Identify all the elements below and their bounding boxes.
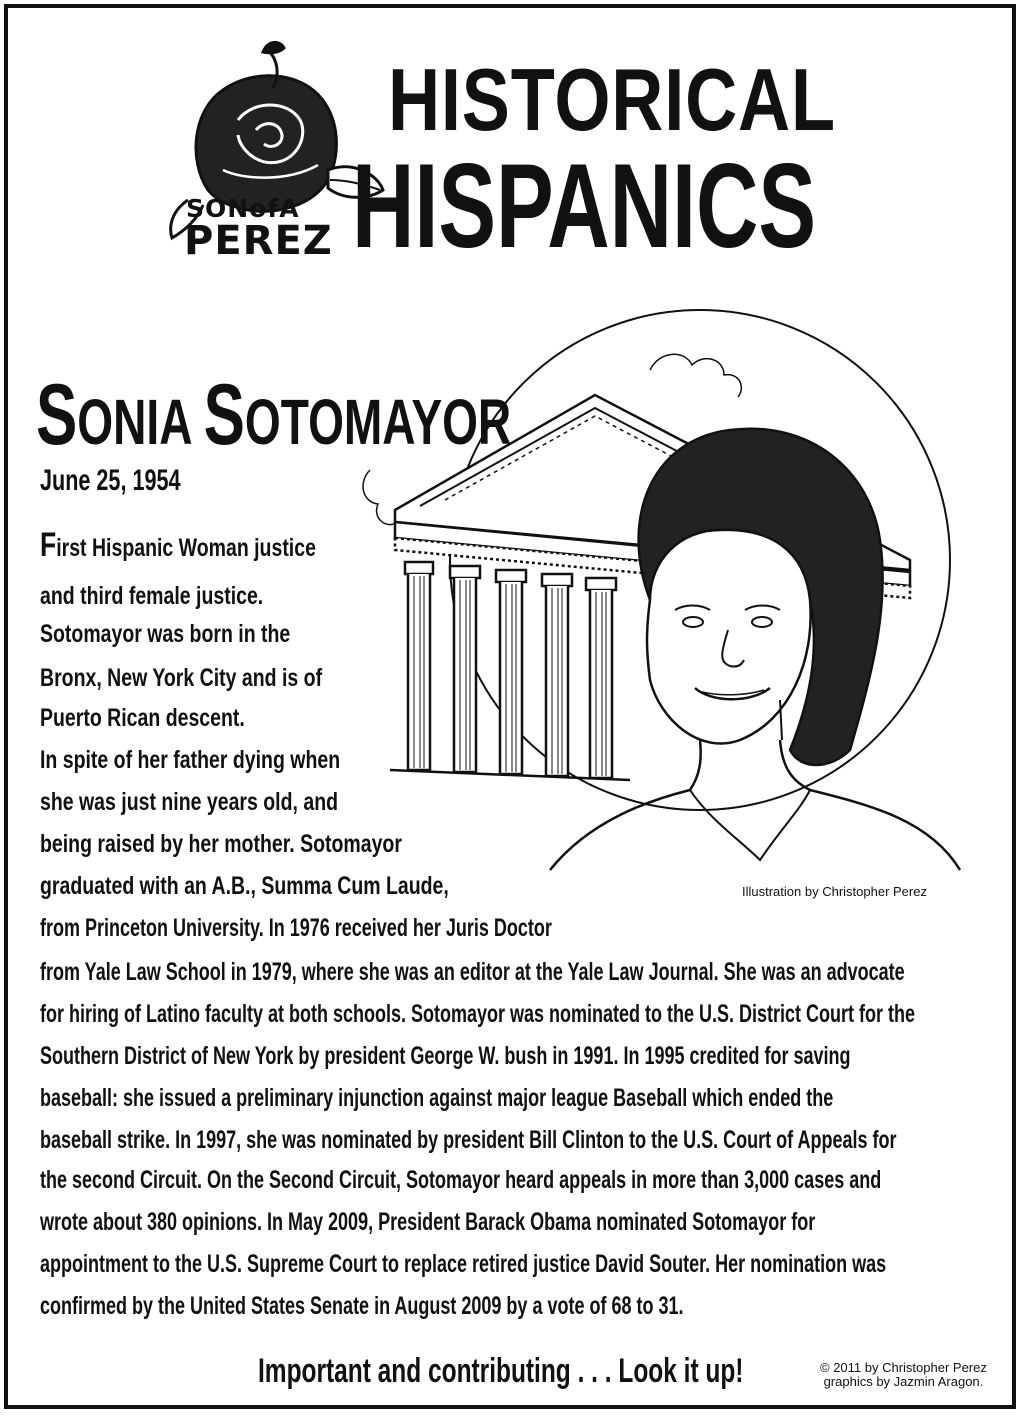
bio-line-first: First Hispanic Woman justice <box>40 526 316 564</box>
drop-cap: F <box>40 526 57 564</box>
bio-line: Bronx, New York City and is of <box>40 664 323 692</box>
copyright-line: © 2011 by Christopher Perez <box>820 1360 987 1375</box>
name-first-initial: S <box>36 367 78 463</box>
bio-line: baseball: she issued a preliminary injunction against major league Baseball which ended the <box>40 1084 834 1112</box>
graphics-credit-line: graphics by Jazmin Aragon. <box>823 1373 984 1389</box>
logo-text-bottom: PEREZ <box>184 218 333 264</box>
bio-line: wrote about 380 opinions. In May 2009, President Barack Obama nominated Sotomayor for <box>40 1208 816 1236</box>
bio-line: Puerto Rican descent. <box>40 704 245 732</box>
header-title-line1: HISTORICAL <box>388 50 836 149</box>
bio-line: from Princeton University. In 1976 received her Juris Doctor <box>40 914 552 942</box>
bio-line: from Yale Law School in 1979, where she was an editor at the Yale Law Journal. She was an advocate <box>40 958 905 986</box>
bio-line: the second Circuit. On the Second Circuit, Sotomayor heard appeals in more than 3,000 cases and <box>40 1166 882 1194</box>
bio-line: baseball strike. In 1997, she was nominated by president Bill Clinton to the U.S. Court of Appeals for <box>40 1126 897 1154</box>
bio-line: she was just nine years old, and <box>40 788 339 816</box>
supreme-court-portrait-illustration <box>350 300 980 880</box>
name-last-rest: OTOMAYOR <box>244 386 512 458</box>
name-last-initial: S <box>203 367 245 463</box>
name-first-rest: ONIA <box>77 386 191 458</box>
birth-date: June 25, 1954 <box>40 464 181 497</box>
logo-text-top: SONofA <box>186 194 300 223</box>
footer-tagline: Important and contributing . . . Look it up! <box>258 1352 744 1390</box>
bio-line: and third female justice. <box>40 582 264 610</box>
bio-line: being raised by her mother. Sotomayor <box>40 830 402 858</box>
bio-line: appointment to the U.S. Supreme Court to replace retired justice David Souter. Her nomination was <box>40 1250 887 1278</box>
bio-line: graduated with an A.B., Summa Cum Laude, <box>40 872 449 900</box>
bio-line: Sotomayor was born in the <box>40 620 291 648</box>
bio-line: for hiring of Latino faculty at both schools. Sotomayor was nominated to the U.S. District Court for the <box>40 1000 916 1028</box>
bio-line: confirmed by the United States Senate in August 2009 by a vote of 68 to 31. <box>40 1292 684 1320</box>
bio-line: Southern District of New York by president George W. bush in 1991. In 1995 credited for saving <box>40 1042 851 1070</box>
header-title-line2: HISPANICS <box>352 139 817 273</box>
illustration-credit: Illustration by Christopher Perez <box>742 884 927 899</box>
copyright-notice <box>820 1361 987 1388</box>
bio-line: In spite of her father dying when <box>40 746 341 774</box>
